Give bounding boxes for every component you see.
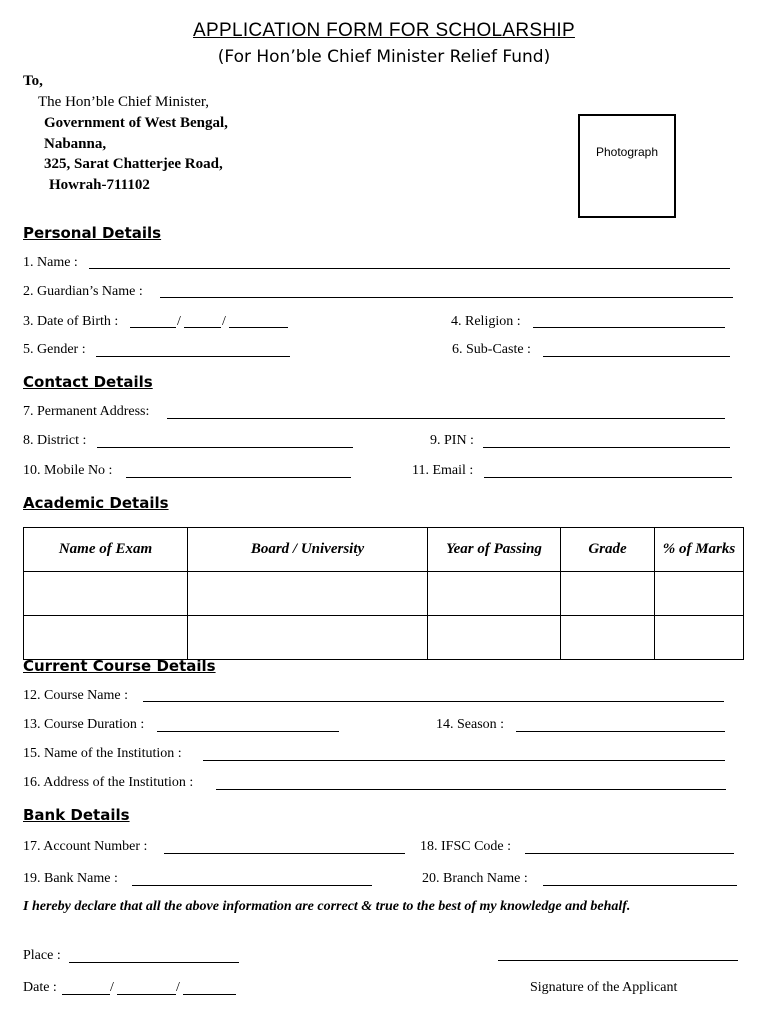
table-cell[interactable] bbox=[655, 572, 744, 616]
column-header: % of Marks bbox=[655, 528, 744, 572]
subcaste-field[interactable] bbox=[543, 356, 730, 357]
date-month-field[interactable] bbox=[117, 994, 176, 995]
subcaste-label: 6. Sub-Caste : bbox=[452, 342, 531, 357]
table-cell[interactable] bbox=[655, 616, 744, 660]
declaration-text: I hereby declare that all the above information are correct & true to the best of my knowledge and behalf. bbox=[23, 899, 631, 914]
table-cell[interactable] bbox=[561, 572, 655, 616]
permanent-address-field[interactable] bbox=[167, 418, 725, 419]
academic-table bbox=[23, 527, 744, 660]
signature-label: Signature of the Applicant bbox=[530, 980, 678, 995]
address-to: To, bbox=[23, 73, 43, 89]
course-name-label: 12. Course Name : bbox=[23, 688, 128, 703]
date-label: Date : bbox=[23, 980, 57, 995]
email-label: 11. Email : bbox=[412, 463, 474, 478]
district-label: 8. District : bbox=[23, 433, 87, 448]
religion-field[interactable] bbox=[533, 327, 725, 328]
photograph-box[interactable] bbox=[578, 114, 676, 218]
form-title: APPLICATION FORM FOR SCHOLARSHIP bbox=[193, 20, 575, 41]
date-year-field[interactable] bbox=[183, 994, 236, 995]
section-personal-details: Personal Details bbox=[23, 224, 162, 242]
table-cell[interactable] bbox=[24, 616, 188, 660]
table-row bbox=[24, 572, 744, 616]
address-line-4: 325, Sarat Chatterjee Road, bbox=[44, 156, 223, 172]
dob-year-field[interactable] bbox=[229, 327, 288, 328]
account-number-field[interactable] bbox=[164, 853, 405, 854]
season-field[interactable] bbox=[516, 731, 725, 732]
signature-field[interactable] bbox=[498, 960, 738, 961]
course-duration-field[interactable] bbox=[157, 731, 339, 732]
name-field[interactable] bbox=[89, 268, 730, 269]
place-label: Place : bbox=[23, 948, 61, 963]
pin-field[interactable] bbox=[483, 447, 730, 448]
pin-label: 9. PIN : bbox=[430, 433, 474, 448]
season-label: 14. Season : bbox=[436, 717, 505, 732]
column-header: Board / University bbox=[188, 528, 428, 572]
address-line-3: Nabanna, bbox=[44, 136, 107, 152]
column-header: Name of Exam bbox=[24, 528, 188, 572]
institution-address-field[interactable] bbox=[216, 789, 726, 790]
table-header-row bbox=[24, 528, 744, 572]
section-contact-details: Contact Details bbox=[23, 373, 153, 391]
table-cell[interactable] bbox=[561, 616, 655, 660]
permanent-address-label: 7. Permanent Address: bbox=[23, 404, 150, 419]
branch-name-label: 20. Branch Name : bbox=[422, 871, 528, 886]
institution-name-label: 15. Name of the Institution : bbox=[23, 746, 182, 761]
branch-name-field[interactable] bbox=[543, 885, 737, 886]
mobile-field[interactable] bbox=[126, 477, 351, 478]
form-subtitle: (For Hon’ble Chief Minister Relief Fund) bbox=[217, 47, 551, 67]
dob-month-field[interactable] bbox=[184, 327, 221, 328]
course-duration-label: 13. Course Duration : bbox=[23, 717, 145, 732]
place-field[interactable] bbox=[69, 962, 239, 963]
email-field[interactable] bbox=[484, 477, 732, 478]
gender-field[interactable] bbox=[96, 356, 290, 357]
section-course-details: Current Course Details bbox=[23, 657, 216, 675]
ifsc-label: 18. IFSC Code : bbox=[420, 839, 512, 854]
address-line-2: Government of West Bengal, bbox=[44, 115, 228, 131]
district-field[interactable] bbox=[97, 447, 353, 448]
bank-name-label: 19. Bank Name : bbox=[23, 871, 118, 886]
bank-name-field[interactable] bbox=[132, 885, 372, 886]
dob-day-field[interactable] bbox=[130, 327, 176, 328]
guardian-field[interactable] bbox=[160, 297, 733, 298]
photograph-label: Photograph bbox=[595, 145, 659, 159]
dob-separator: / bbox=[177, 314, 181, 329]
religion-label: 4. Religion : bbox=[451, 314, 521, 329]
date-separator: / bbox=[176, 980, 180, 995]
table-row bbox=[24, 616, 744, 660]
table-cell[interactable] bbox=[428, 616, 561, 660]
column-header: Year of Passing bbox=[428, 528, 561, 572]
course-name-field[interactable] bbox=[143, 701, 724, 702]
date-day-field[interactable] bbox=[62, 994, 110, 995]
guardian-label: 2. Guardian’s Name : bbox=[23, 284, 143, 299]
dob-separator: / bbox=[222, 314, 226, 329]
table-cell[interactable] bbox=[24, 572, 188, 616]
ifsc-field[interactable] bbox=[525, 853, 734, 854]
dob-label: 3. Date of Birth : bbox=[23, 314, 119, 329]
column-header: Grade bbox=[561, 528, 655, 572]
account-number-label: 17. Account Number : bbox=[23, 839, 148, 854]
table-cell[interactable] bbox=[188, 616, 428, 660]
mobile-label: 10. Mobile No : bbox=[23, 463, 113, 478]
address-line-5: Howrah-711102 bbox=[49, 177, 150, 193]
institution-name-field[interactable] bbox=[203, 760, 725, 761]
address-line-1: The Hon’ble Chief Minister, bbox=[38, 94, 210, 110]
institution-address-label: 16. Address of the Institution : bbox=[23, 775, 194, 790]
gender-label: 5. Gender : bbox=[23, 342, 86, 357]
section-bank-details: Bank Details bbox=[23, 806, 130, 824]
date-separator: / bbox=[110, 980, 114, 995]
section-academic-details: Academic Details bbox=[23, 494, 169, 512]
name-label: 1. Name : bbox=[23, 255, 78, 270]
table-cell[interactable] bbox=[428, 572, 561, 616]
table-cell[interactable] bbox=[188, 572, 428, 616]
